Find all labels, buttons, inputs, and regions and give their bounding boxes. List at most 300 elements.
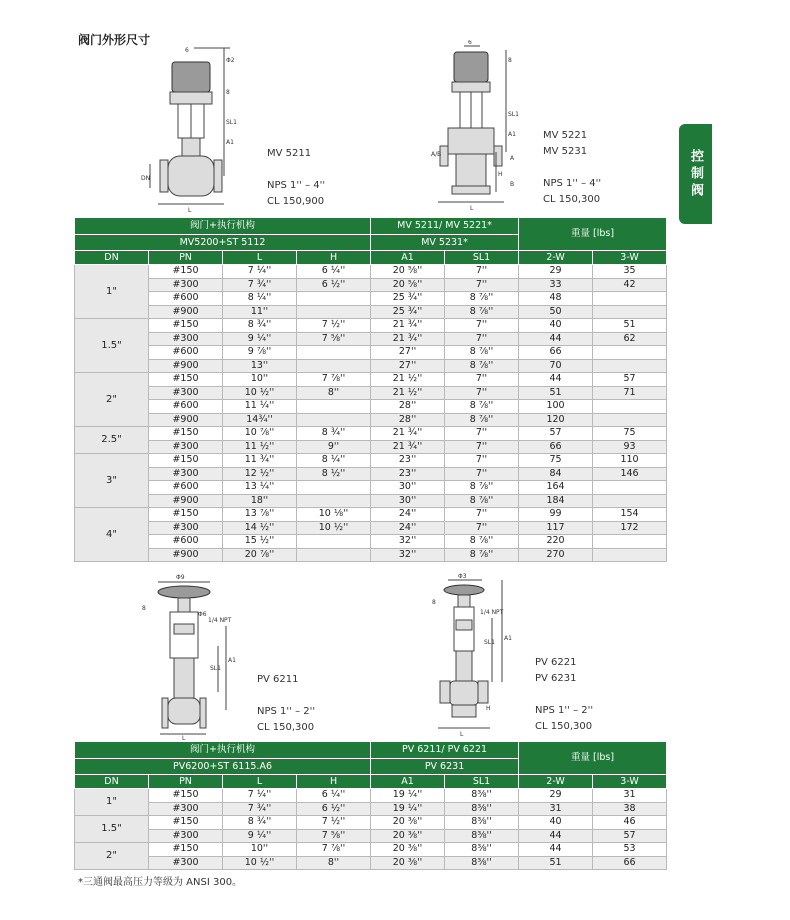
pv6200-dimensions-table bbox=[74, 742, 667, 870]
table-cell: 8 ⅞'' bbox=[445, 359, 519, 373]
table-cell: #300 bbox=[149, 440, 223, 454]
model-name-1: MV 5221 bbox=[543, 130, 588, 141]
column-header: 3-W bbox=[593, 775, 667, 789]
yoke-shape bbox=[178, 104, 204, 156]
table-cell: 21 ¾'' bbox=[371, 440, 445, 454]
table-cell: 11'' bbox=[223, 305, 297, 319]
dim-dn: DN bbox=[141, 175, 151, 182]
table-cell: #600 bbox=[149, 481, 223, 495]
table-cell: 18'' bbox=[223, 494, 297, 508]
table-cell: #900 bbox=[149, 494, 223, 508]
table-cell: 13'' bbox=[223, 359, 297, 373]
port-ab: A/B bbox=[431, 151, 442, 158]
group-header-1-model: PV6200+ST 6115.A6 bbox=[75, 759, 371, 775]
table-cell: 23'' bbox=[371, 467, 445, 481]
table-cell: 8⅜'' bbox=[445, 829, 519, 843]
table-cell bbox=[297, 413, 371, 427]
table-cell: 7 ½'' bbox=[297, 816, 371, 830]
table-cell: 8 ⅞'' bbox=[445, 305, 519, 319]
table-row bbox=[75, 856, 667, 870]
table-cell: #150 bbox=[149, 789, 223, 803]
table-cell: 75 bbox=[593, 427, 667, 441]
table-cell: 28'' bbox=[371, 413, 445, 427]
table-cell: 11 ¼'' bbox=[223, 400, 297, 414]
table-cell bbox=[297, 305, 371, 319]
dim-phi: Φ2 bbox=[226, 57, 235, 64]
column-header: 3-W bbox=[593, 251, 667, 265]
table-cell: 7'' bbox=[445, 427, 519, 441]
table-row bbox=[75, 548, 667, 562]
table-header-row bbox=[75, 218, 667, 235]
column-header: A1 bbox=[371, 775, 445, 789]
table-cell: 21 ½'' bbox=[371, 373, 445, 387]
column-header: L bbox=[223, 251, 297, 265]
table-cell: 20 ⅜'' bbox=[371, 829, 445, 843]
category-tab[interactable]: 控制阀 bbox=[679, 124, 712, 224]
table-cell: 20 ⅜'' bbox=[371, 856, 445, 870]
dn-cell: 2.5" bbox=[75, 427, 149, 454]
nps-range: NPS 1'' – 2'' bbox=[257, 706, 316, 717]
model-name-2: PV 6231 bbox=[535, 673, 577, 684]
table-cell: 8 ⅞'' bbox=[445, 413, 519, 427]
table-cell: #900 bbox=[149, 305, 223, 319]
dim-a1: A1 bbox=[504, 635, 512, 642]
dim-a1: A1 bbox=[228, 657, 236, 664]
dn-cell: 2" bbox=[75, 373, 149, 427]
mv5200-dimensions-table bbox=[74, 218, 667, 562]
pv-left-model-info bbox=[257, 672, 315, 736]
table-cell: 8 ¾'' bbox=[223, 319, 297, 333]
table-cell: 23'' bbox=[371, 454, 445, 468]
table-row bbox=[75, 802, 667, 816]
table-cell: 8'' bbox=[297, 386, 371, 400]
table-row bbox=[75, 508, 667, 522]
table-cell: 154 bbox=[593, 508, 667, 522]
model-name-1: PV 6221 bbox=[535, 657, 577, 668]
weight-header: 重量 [lbs] bbox=[519, 218, 667, 251]
table-cell: 20 ⅞'' bbox=[223, 548, 297, 562]
table-cell: 13 ⅞'' bbox=[223, 508, 297, 522]
model-name-2: MV 5231 bbox=[543, 146, 588, 157]
table-cell: 46 bbox=[593, 816, 667, 830]
dim-sl1: SL1 bbox=[508, 111, 519, 118]
table-cell: 6 ¼'' bbox=[297, 789, 371, 803]
dim-npt: 1/4 NPT bbox=[208, 617, 232, 624]
table-row bbox=[75, 467, 667, 481]
pv6211-dimension-drawing bbox=[140, 570, 240, 740]
group-header-2-model: PV 6231 bbox=[371, 759, 519, 775]
table-cell: 21 ¾'' bbox=[371, 319, 445, 333]
table-cell bbox=[593, 548, 667, 562]
dn-cell: 4" bbox=[75, 508, 149, 562]
table-cell: 20 ⅝'' bbox=[371, 265, 445, 279]
table-cell: 164 bbox=[519, 481, 593, 495]
dn-cell: 1" bbox=[75, 789, 149, 816]
table-cell bbox=[593, 494, 667, 508]
table-cell: 8⅜'' bbox=[445, 789, 519, 803]
dim-a1: A1 bbox=[226, 139, 234, 146]
group-header-2: MV 5211/ MV 5221* bbox=[371, 218, 519, 235]
table-cell: 117 bbox=[519, 521, 593, 535]
table-cell: 110 bbox=[593, 454, 667, 468]
table-cell bbox=[297, 494, 371, 508]
nps-range: NPS 1'' – 4'' bbox=[267, 180, 326, 191]
table-cell bbox=[593, 359, 667, 373]
table-cell: 51 bbox=[593, 319, 667, 333]
table-cell: #900 bbox=[149, 413, 223, 427]
table-cell: 84 bbox=[519, 467, 593, 481]
dim-e: Φ6 bbox=[198, 611, 207, 618]
table-cell: #150 bbox=[149, 427, 223, 441]
table-row bbox=[75, 373, 667, 387]
table-cell: 7'' bbox=[445, 386, 519, 400]
pressure-class: CL 150,900 bbox=[267, 196, 325, 207]
table-cell: 7 ¼'' bbox=[223, 265, 297, 279]
table-cell: 19 ¼'' bbox=[371, 802, 445, 816]
table-cell: 7'' bbox=[445, 440, 519, 454]
table-cell: 7'' bbox=[445, 521, 519, 535]
table-cell: 24'' bbox=[371, 508, 445, 522]
table-cell: 31 bbox=[593, 789, 667, 803]
table-cell: 8⅜'' bbox=[445, 816, 519, 830]
model-name: MV 5211 bbox=[267, 148, 312, 159]
dim-l: L bbox=[470, 205, 474, 212]
table-cell: 44 bbox=[519, 843, 593, 857]
model-name: PV 6211 bbox=[257, 674, 299, 685]
group-header-2-model: MV 5231* bbox=[371, 235, 519, 251]
table-cell bbox=[297, 292, 371, 306]
table-cell: #300 bbox=[149, 521, 223, 535]
table-cell: 146 bbox=[593, 467, 667, 481]
table-cell: 8 ¼'' bbox=[223, 292, 297, 306]
column-header: A1 bbox=[371, 251, 445, 265]
table-cell: 6 ¼'' bbox=[297, 265, 371, 279]
table-row bbox=[75, 332, 667, 346]
table-cell: 28'' bbox=[371, 400, 445, 414]
table-row bbox=[75, 400, 667, 414]
table-cell: 10'' bbox=[223, 373, 297, 387]
table-cell: 57 bbox=[593, 373, 667, 387]
table-cell: 8⅜'' bbox=[445, 802, 519, 816]
table-cell: 7 ⅝'' bbox=[297, 829, 371, 843]
table-cell: 53 bbox=[593, 843, 667, 857]
dim-h2: 8 bbox=[432, 599, 436, 606]
dim-npt: 1/4 NPT bbox=[480, 609, 504, 616]
table-cell: 15 ½'' bbox=[223, 535, 297, 549]
table-cell: #900 bbox=[149, 548, 223, 562]
table-cell: #600 bbox=[149, 535, 223, 549]
table-cell: 33 bbox=[519, 278, 593, 292]
table-cell: 93 bbox=[593, 440, 667, 454]
dn-cell: 1.5" bbox=[75, 319, 149, 373]
mv-left-model-info bbox=[267, 146, 325, 210]
table-cell: #150 bbox=[149, 816, 223, 830]
table-row bbox=[75, 386, 667, 400]
table-cell: #600 bbox=[149, 292, 223, 306]
table-cell: 270 bbox=[519, 548, 593, 562]
table-cell: 7'' bbox=[445, 332, 519, 346]
column-header: 2-W bbox=[519, 775, 593, 789]
table-cell: 57 bbox=[519, 427, 593, 441]
dim-sl1: SL1 bbox=[210, 665, 221, 672]
table-cell: 172 bbox=[593, 521, 667, 535]
dim-e: 6 bbox=[468, 40, 472, 46]
column-header: H bbox=[297, 775, 371, 789]
table-cell: 35 bbox=[593, 265, 667, 279]
table-row bbox=[75, 292, 667, 306]
dim-h2: 8 bbox=[508, 57, 512, 64]
table-cell: 7 ¾'' bbox=[223, 278, 297, 292]
table-cell: 8 ¾'' bbox=[297, 427, 371, 441]
table-row bbox=[75, 454, 667, 468]
table-cell: 10 ½'' bbox=[223, 856, 297, 870]
dim-l: L bbox=[460, 731, 464, 738]
nps-range: NPS 1'' – 2'' bbox=[535, 705, 594, 716]
table-cell: 50 bbox=[519, 305, 593, 319]
table-cell: 30'' bbox=[371, 481, 445, 495]
table-cell: 20 ⅜'' bbox=[371, 843, 445, 857]
weight-header: 重量 [lbs] bbox=[519, 742, 667, 775]
mv5211-dimension-drawing bbox=[140, 40, 240, 215]
table-cell bbox=[593, 413, 667, 427]
table-cell bbox=[297, 548, 371, 562]
port-b: B bbox=[510, 181, 515, 188]
table-cell: 8 ¾'' bbox=[223, 816, 297, 830]
table-cell: 66 bbox=[593, 856, 667, 870]
table-cell: #300 bbox=[149, 856, 223, 870]
table-cell: 8 ⅞'' bbox=[445, 481, 519, 495]
table-cell: #150 bbox=[149, 265, 223, 279]
table-cell bbox=[297, 400, 371, 414]
table-cell: 6 ½'' bbox=[297, 802, 371, 816]
pv-right-model-info bbox=[535, 655, 593, 735]
table-cell bbox=[297, 481, 371, 495]
table-cell: 66 bbox=[519, 346, 593, 360]
table-cell: 9 ¼'' bbox=[223, 829, 297, 843]
table-cell: 38 bbox=[593, 802, 667, 816]
dim-a1: A1 bbox=[508, 131, 516, 138]
group-header-1: 阀门+执行机构 bbox=[75, 218, 371, 235]
table-cell: #300 bbox=[149, 467, 223, 481]
footnote: *三通阀最高压力等级为 ANSI 300。 bbox=[78, 877, 243, 888]
nps-range: NPS 1'' – 4'' bbox=[543, 178, 602, 189]
table-cell: 8 ¼'' bbox=[297, 454, 371, 468]
dim-l: L bbox=[188, 207, 192, 214]
table-cell: 29 bbox=[519, 265, 593, 279]
table-cell: 7'' bbox=[445, 373, 519, 387]
table-cell: #300 bbox=[149, 802, 223, 816]
table-cell: 8⅜'' bbox=[445, 843, 519, 857]
column-header: SL1 bbox=[445, 251, 519, 265]
page-title: 阀门外形尺寸 bbox=[78, 33, 151, 47]
table-row bbox=[75, 829, 667, 843]
table-cell: 8 ½'' bbox=[297, 467, 371, 481]
table-cell: #300 bbox=[149, 278, 223, 292]
dim-phi: Φ3 bbox=[458, 573, 467, 580]
column-header: 2-W bbox=[519, 251, 593, 265]
table-cell: 25 ¾'' bbox=[371, 292, 445, 306]
table-row bbox=[75, 494, 667, 508]
group-header-2: PV 6211/ PV 6221 bbox=[371, 742, 519, 759]
table-cell: 11 ½'' bbox=[223, 440, 297, 454]
table-cell: 29 bbox=[519, 789, 593, 803]
dim-h: H bbox=[486, 705, 491, 712]
table-cell: 8 ⅞'' bbox=[445, 346, 519, 360]
table-cell: 19 ¼'' bbox=[371, 789, 445, 803]
table-row bbox=[75, 789, 667, 803]
valve-body-shape bbox=[160, 156, 222, 196]
pv6221-dimension-drawing bbox=[430, 570, 525, 740]
table-cell: 62 bbox=[593, 332, 667, 346]
table-cell bbox=[593, 535, 667, 549]
column-header: L bbox=[223, 775, 297, 789]
table-cell bbox=[593, 481, 667, 495]
table-cell: 9'' bbox=[297, 440, 371, 454]
table-row bbox=[75, 319, 667, 333]
table-cell: 27'' bbox=[371, 346, 445, 360]
table-cell: 7 ⅞'' bbox=[297, 373, 371, 387]
table-cell: 184 bbox=[519, 494, 593, 508]
dim-sl1: SL1 bbox=[226, 119, 237, 126]
dim-h2: 8 bbox=[142, 605, 146, 612]
table-cell: #150 bbox=[149, 454, 223, 468]
mv5221-dimension-drawing bbox=[430, 40, 525, 215]
table-cell: 9 ⅞'' bbox=[223, 346, 297, 360]
table-cell: 99 bbox=[519, 508, 593, 522]
column-header: SL1 bbox=[445, 775, 519, 789]
table-cell: 10 ⅞'' bbox=[223, 427, 297, 441]
table-cell: 21 ¾'' bbox=[371, 427, 445, 441]
table-cell: 7 ½'' bbox=[297, 319, 371, 333]
dn-cell: 1" bbox=[75, 265, 149, 319]
table-cell: 8 ⅞'' bbox=[445, 548, 519, 562]
table-cell: 44 bbox=[519, 373, 593, 387]
group-header-1: 阀门+执行机构 bbox=[75, 742, 371, 759]
table-row bbox=[75, 413, 667, 427]
table-cell: 70 bbox=[519, 359, 593, 373]
table-cell: 10 ⅛'' bbox=[297, 508, 371, 522]
port-a: A bbox=[510, 155, 515, 162]
table-cell: 42 bbox=[593, 278, 667, 292]
table-cell: 44 bbox=[519, 829, 593, 843]
table-row bbox=[75, 816, 667, 830]
column-header-row bbox=[75, 251, 667, 265]
table-cell: 8 ⅞'' bbox=[445, 535, 519, 549]
pressure-class: CL 150,300 bbox=[543, 194, 601, 205]
table-row bbox=[75, 346, 667, 360]
table-cell: 40 bbox=[519, 319, 593, 333]
table-cell: #150 bbox=[149, 319, 223, 333]
table-cell: 31 bbox=[519, 802, 593, 816]
table-cell: 9 ¼'' bbox=[223, 332, 297, 346]
dim-phi: Φ9 bbox=[176, 574, 185, 581]
table-cell: 66 bbox=[519, 440, 593, 454]
table-cell: 100 bbox=[519, 400, 593, 414]
dn-cell: 2" bbox=[75, 843, 149, 870]
table-cell: 7'' bbox=[445, 265, 519, 279]
dim-e: 6 bbox=[185, 47, 189, 54]
table-cell: 25 ¾'' bbox=[371, 305, 445, 319]
table-cell: 21 ½'' bbox=[371, 386, 445, 400]
actuator-shape bbox=[170, 62, 212, 104]
pressure-class: CL 150,300 bbox=[257, 722, 315, 733]
table-cell: 7'' bbox=[445, 454, 519, 468]
pressure-class: CL 150,300 bbox=[535, 721, 593, 732]
table-cell bbox=[593, 292, 667, 306]
table-row bbox=[75, 265, 667, 279]
table-cell: 57 bbox=[593, 829, 667, 843]
table-cell bbox=[297, 535, 371, 549]
table-cell: 27'' bbox=[371, 359, 445, 373]
column-header: DN bbox=[75, 251, 149, 265]
table-cell: 220 bbox=[519, 535, 593, 549]
column-header-row bbox=[75, 775, 667, 789]
table-cell: #900 bbox=[149, 359, 223, 373]
table-row bbox=[75, 521, 667, 535]
column-header: PN bbox=[149, 775, 223, 789]
table-cell: 8⅜'' bbox=[445, 856, 519, 870]
table-cell: 7'' bbox=[445, 278, 519, 292]
table-row bbox=[75, 359, 667, 373]
table-cell bbox=[593, 305, 667, 319]
mv-right-model-info bbox=[543, 128, 601, 208]
dn-cell: 3" bbox=[75, 454, 149, 508]
table-cell: 14¾'' bbox=[223, 413, 297, 427]
table-cell: 8 ⅞'' bbox=[445, 292, 519, 306]
table-cell: 51 bbox=[519, 856, 593, 870]
table-cell: 40 bbox=[519, 816, 593, 830]
dim-l: L bbox=[182, 735, 186, 740]
dim-h2: 8 bbox=[226, 89, 230, 96]
table-cell: #600 bbox=[149, 346, 223, 360]
table-cell: #300 bbox=[149, 332, 223, 346]
table-cell: 6 ½'' bbox=[297, 278, 371, 292]
table-row bbox=[75, 843, 667, 857]
group-header-1-model: MV5200+ST 5112 bbox=[75, 235, 371, 251]
table-cell bbox=[593, 346, 667, 360]
table-cell: 10'' bbox=[223, 843, 297, 857]
table-cell: 12 ½'' bbox=[223, 467, 297, 481]
table-cell: #600 bbox=[149, 400, 223, 414]
table-cell: 7 ⅞'' bbox=[297, 843, 371, 857]
table-cell: 44 bbox=[519, 332, 593, 346]
table-cell: 13 ¼'' bbox=[223, 481, 297, 495]
table-row bbox=[75, 427, 667, 441]
table-cell: 32'' bbox=[371, 548, 445, 562]
table-row bbox=[75, 535, 667, 549]
table-cell: 48 bbox=[519, 292, 593, 306]
table-cell: 21 ¾'' bbox=[371, 332, 445, 346]
table-row bbox=[75, 278, 667, 292]
table-cell: 14 ½'' bbox=[223, 521, 297, 535]
table-cell: 8'' bbox=[297, 856, 371, 870]
table-cell bbox=[297, 346, 371, 360]
table-cell: 20 ⅝'' bbox=[371, 278, 445, 292]
table-cell: 10 ½'' bbox=[297, 521, 371, 535]
table-header-row bbox=[75, 742, 667, 759]
table-cell: 120 bbox=[519, 413, 593, 427]
dn-cell: 1.5" bbox=[75, 816, 149, 843]
table-cell: #300 bbox=[149, 829, 223, 843]
table-cell: 30'' bbox=[371, 494, 445, 508]
table-cell: 7 ¼'' bbox=[223, 789, 297, 803]
table-cell: 75 bbox=[519, 454, 593, 468]
table-cell: 71 bbox=[593, 386, 667, 400]
table-cell: #150 bbox=[149, 843, 223, 857]
table-row bbox=[75, 440, 667, 454]
table-cell: 11 ¾'' bbox=[223, 454, 297, 468]
table-row bbox=[75, 305, 667, 319]
